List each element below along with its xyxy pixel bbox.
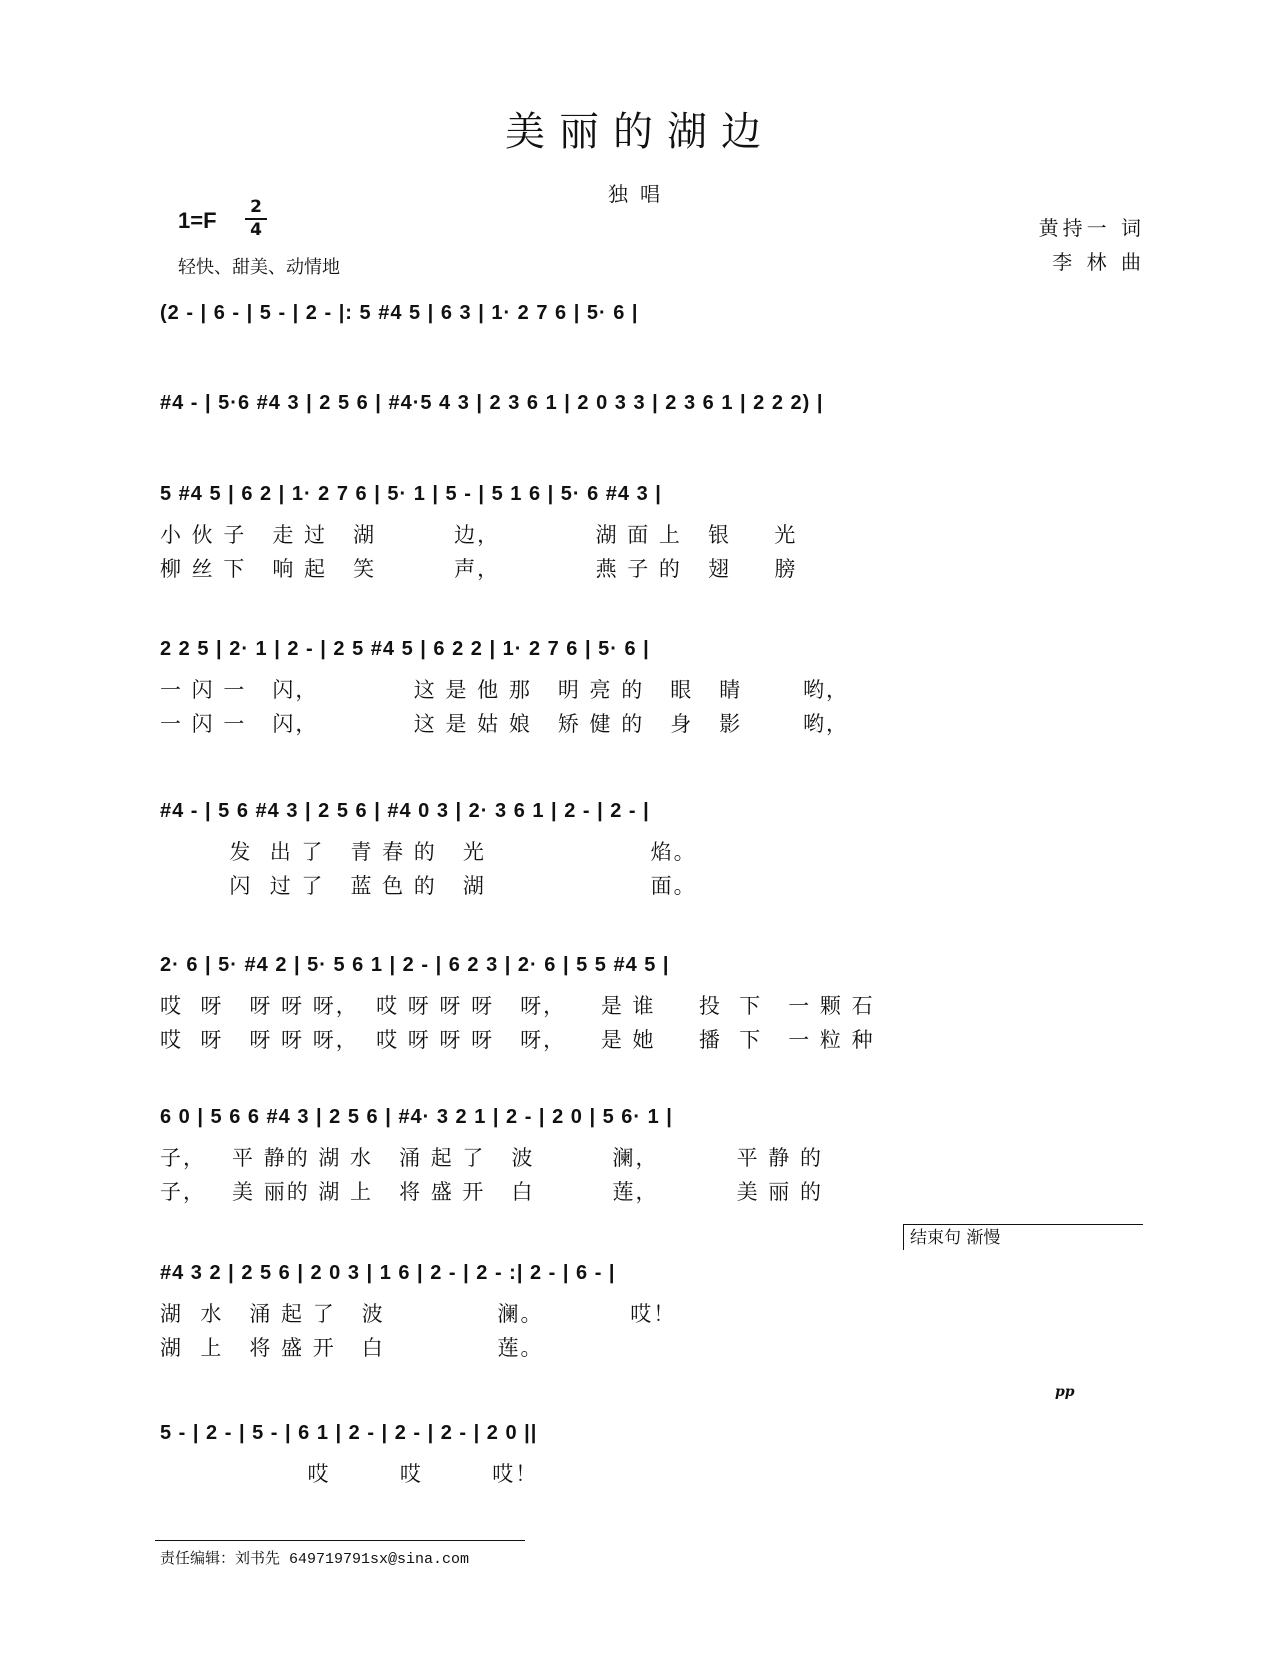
lyric-line-5-verse-1: 发 出 了 青 春 的 光 焰。 xyxy=(160,840,697,864)
notation-line-7: 6 0 | 5 6 6 #4 3 | 2 5 6 | #4· 3 2 1 | 2 - | 2 0 | 5 6· 1 | xyxy=(160,1106,673,1128)
ending-section-label: 结束句 渐慢 xyxy=(903,1224,1143,1250)
key-signature: 1=F xyxy=(178,208,217,233)
lyric-line-8-verse-1: 湖 水 涌 起 了 波 澜。 哎！ xyxy=(160,1302,677,1326)
notation-line-3: 5 #4 5 | 6 2 | 1· 2 7 6 | 5· 1 | 5 - | 5 1 6 | 5· 6 #4 3 | xyxy=(160,483,662,505)
lyric-line-7-verse-1: 子， 平 静的 湖 水 涌 起 了 波 澜， 平 静 的 xyxy=(160,1146,823,1170)
lyric-line-3-verse-2: 柳 丝 下 响 起 笑 声， 燕 子 的 翅 膀 xyxy=(160,557,798,581)
time-signature xyxy=(245,198,267,240)
lyric-line-6-verse-1: 哎 呀 呀 呀 呀， 哎 呀 呀 呀 呀， 是 谁 投 下 一 颗 石 xyxy=(160,994,875,1018)
notation-line-8: #4 3 2 | 2 5 6 | 2 0 3 | 1 6 | 2 - | 2 - :| 2 - | 6 - | xyxy=(160,1262,616,1284)
lyric-line-9-verse-1: 哎 哎 哎！ xyxy=(160,1462,539,1486)
lyric-line-7-verse-2: 子， 美 丽的 湖 上 将 盛 开 白 莲， 美 丽 的 xyxy=(160,1180,823,1204)
tempo-marking: 轻快、甜美、动情地 xyxy=(178,257,340,278)
notation-line-1: (2 - | 6 - | 5 - | 2 - |: 5 #4 5 | 6 3 | 1· 2 7 6 | 5· 6 | xyxy=(160,302,639,324)
notation-line-5: #4 - | 5 6 #4 3 | 2 5 6 | #4 0 3 | 2· 3 6 1 | 2 - | 2 - | xyxy=(160,800,650,822)
notation-line-4: 2 2 5 | 2· 1 | 2 - | 2 5 #4 5 | 6 2 2 | 1· 2 7 6 | 5· 6 | xyxy=(160,638,650,660)
meter-bottom: 4 xyxy=(250,220,262,240)
lyric-line-6-verse-2: 哎 呀 呀 呀 呀， 哎 呀 呀 呀 呀， 是 她 播 下 一 粒 种 xyxy=(160,1028,875,1052)
lyric-line-4-verse-1: 一 闪 一 闪， 这 是 他 那 明 亮 的 眼 睛 哟， xyxy=(160,678,849,702)
editor-footer: 责任编辑：刘书先 649719791sx@sina.com xyxy=(160,1551,470,1568)
notation-line-6: 2· 6 | 5· #4 2 | 5· 5 6 1 | 2 - | 6 2 3 | 2· 6 | 5 5 #4 5 | xyxy=(160,954,670,976)
notation-line-2: #4 - | 5·6 #4 3 | 2 5 6 | #4·5 4 3 | 2 3 6 1 | 2 0 3 3 | 2 3 6 1 | 2 2 2) | xyxy=(160,392,824,414)
footer-rule xyxy=(155,1540,525,1541)
score-subtitle: 独唱 xyxy=(608,182,672,206)
lyric-line-8-verse-2: 湖 上 将 盛 开 白 莲。 xyxy=(160,1336,544,1360)
composer-credit: 李 林 曲 xyxy=(1052,250,1145,274)
lyric-line-3-verse-1: 小 伙 子 走 过 湖 边， 湖 面 上 银 光 xyxy=(160,523,798,547)
meter-top: 2 xyxy=(250,197,262,217)
score-title: 美丽的湖边 xyxy=(505,109,775,155)
lyric-line-5-verse-2: 闪 过 了 蓝 色 的 湖 面。 xyxy=(160,874,697,898)
dynamic-marking: pp xyxy=(1055,1384,1075,1400)
notation-line-9: 5 - | 2 - | 5 - | 6 1 | 2 - | 2 - | 2 - | 2 0 || xyxy=(160,1422,538,1444)
lyric-line-4-verse-2: 一 闪 一 闪， 这 是 姑 娘 矫 健 的 身 影 哟， xyxy=(160,712,849,736)
lyricist-credit: 黄持一 词 xyxy=(1038,216,1145,240)
